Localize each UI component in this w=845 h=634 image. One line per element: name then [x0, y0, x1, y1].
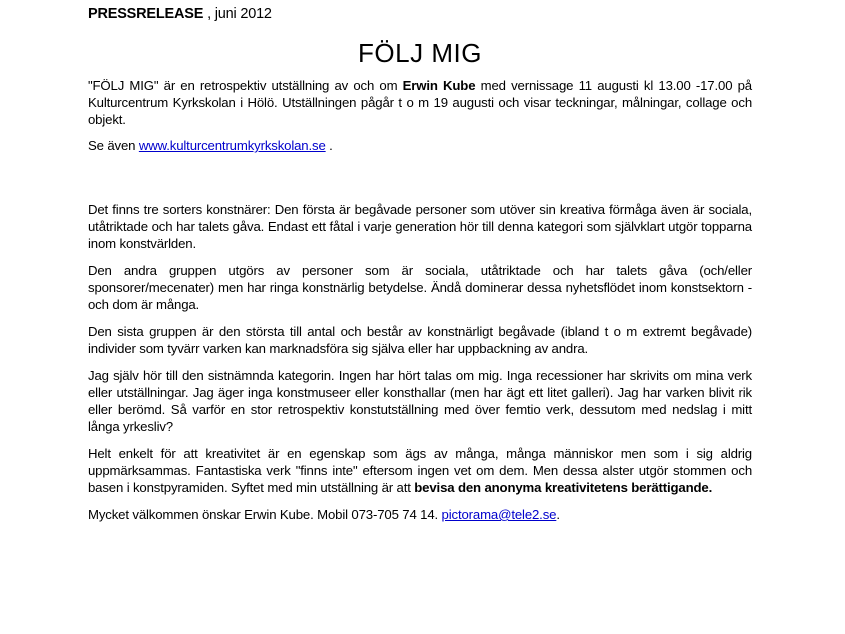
- press-release-label: PRESSRELEASE: [88, 6, 204, 22]
- press-release-page: [88, 0, 752, 523]
- body-paragraph-3: Den sista gruppen är den största till antal och består av konstnärligt begåvade (ibland t o m extremt begåvade) individer som tyvärr varken kan marknadsföra sig själva eller har uppbackning av andra.: [88, 324, 752, 356]
- intro-text-start: "FÖLJ MIG" är en retrospektiv utställning av och om: [88, 78, 403, 93]
- closing-suffix: .: [556, 507, 560, 522]
- intro-text-end: med vernissage 11 augusti kl 13.00 -17.00 på Kulturcentrum Kyrkskolan i Hölö. Utställningen pågår t o m 19 augusti och visar teckningar, målningar, collage och objekt.: [88, 78, 752, 127]
- body-paragraph-5-text: Helt enkelt för att kreativitet är en egenskap som ägs av många, många människor men som i sig aldrig uppmärksammas. Fantastiska verk "finns inte" eftersom ingen vet om dem. Men dessa alster utgör stommen och basen i konstpyramiden. Syftet med min utställning är att: [88, 446, 752, 495]
- intro-paragraph: [88, 77, 752, 128]
- page-title: FÖLJ MIG: [358, 38, 482, 68]
- press-release-header: [88, 5, 752, 23]
- body-paragraph-4: Jag själv hör till den sistnämnda kategorin. Ingen har hört talas om mig. Inga recessioner har skrivits om mina verk eller utställningar. Jag äger inga konstmuseer eller konsthallar (men har ägt ett litet galleri). Jag har varken blivit rik eller berömd. Så varför en stor retrospektiv konstutställning med över femtio verk, dessutom med nedslag i mitt långa yrkesliv?: [88, 368, 752, 434]
- body-paragraph-5: [88, 445, 752, 496]
- see-also-suffix: .: [325, 138, 333, 153]
- closing-text: Mycket välkommen önskar Erwin Kube. Mobil 073-705 74 14.: [88, 507, 442, 522]
- press-release-date: , juni 2012: [203, 6, 272, 22]
- closing-paragraph: [88, 506, 752, 523]
- body-paragraph-1: Det finns tre sorters konstnärer: Den första är begåvade personer som utöver sin kreativa förmåga även är sociala, utåtriktade och har talets gåva. Endast ett fåtal i varje generation hör till denna kategori som självklart utgör topparna inom konstvärlden.: [88, 202, 752, 251]
- body-paragraph-2: Den andra gruppen utgörs av personer som är sociala, utåtriktade och har talets gåva (och/eller sponsorer/mecenater) men har ringa konstnärlig betydelse. Ändå dominerar dessa nyhetsflödet inom konstsektorn - och dom är många.: [88, 263, 752, 312]
- body-paragraph-5-emphasis: bevisa den anonyma kreativitetens berättigande.: [414, 480, 713, 495]
- artist-name: Erwin Kube: [402, 78, 476, 93]
- see-also-paragraph: [88, 137, 752, 154]
- see-also-prefix: Se även: [88, 138, 139, 153]
- website-link[interactable]: www.kulturcentrumkyrkskolan.se: [138, 138, 326, 153]
- email-link[interactable]: pictorama@tele2.se: [441, 507, 557, 522]
